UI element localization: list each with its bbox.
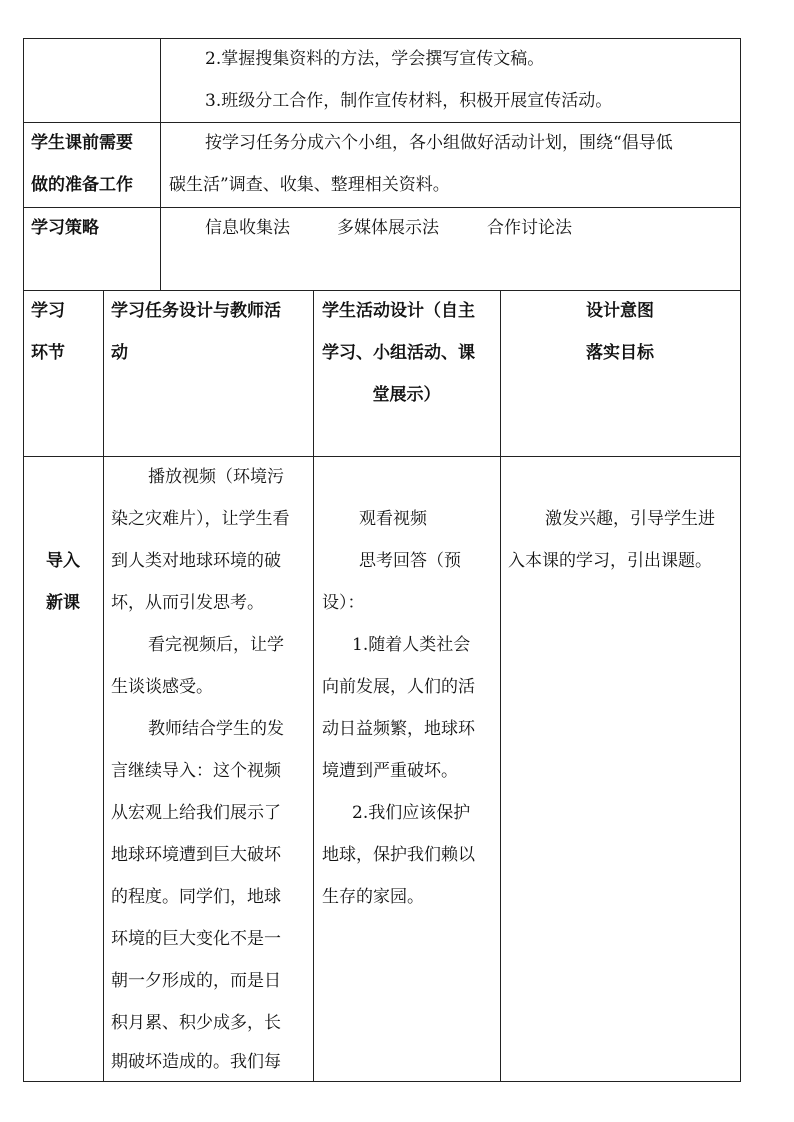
teacher-line: 的程度。同学们，地球 bbox=[111, 887, 281, 907]
teacher-line: 积月累、积少成多，长 bbox=[111, 1013, 281, 1033]
intro-stage-line-2: 新课 bbox=[46, 593, 80, 613]
header-stage-line-1: 学习 bbox=[31, 301, 65, 321]
prep-label-line-1: 学生课前需要 bbox=[31, 133, 133, 153]
header-intent-line-2: 落实目标 bbox=[586, 343, 654, 363]
teacher-line: 播放视频（环境污 bbox=[148, 467, 284, 487]
intent-line: 入本课的学习，引出课题。 bbox=[508, 551, 712, 571]
header-student-line-1: 学生活动设计（自主 bbox=[322, 301, 475, 321]
goal-line-3: 3.班级分工合作，制作宣传材料，积极开展宣传活动。 bbox=[205, 91, 613, 111]
student-line: 向前发展，人们的活 bbox=[322, 677, 475, 697]
intro-stage-line-1: 导入 bbox=[46, 551, 80, 571]
student-line: 境遭到严重破坏。 bbox=[322, 761, 458, 781]
prep-label-line-2: 做的准备工作 bbox=[31, 175, 133, 195]
header-student-line-2: 学习、小组活动、课 bbox=[322, 343, 475, 363]
header-teacher-line-1: 学习任务设计与教师活 bbox=[111, 301, 281, 321]
header-intent-line-1: 设计意图 bbox=[586, 301, 654, 321]
strategy-method-1: 信息收集法 bbox=[205, 218, 290, 238]
student-line: 思考回答（预 bbox=[359, 551, 461, 571]
student-line: 设）： bbox=[322, 593, 365, 613]
strategy-label: 学习策略 bbox=[31, 218, 99, 238]
teacher-line: 期破坏造成的。我们每 bbox=[111, 1052, 281, 1072]
teacher-line: 朝一夕形成的，而是日 bbox=[111, 971, 281, 991]
strategy-method-3: 合作讨论法 bbox=[487, 218, 572, 238]
student-line: 1.随着人类社会 bbox=[352, 635, 471, 655]
student-line: 2.我们应该保护 bbox=[352, 803, 471, 823]
header-teacher-line-2: 动 bbox=[111, 343, 128, 363]
teacher-line: 染之灾难片），让学生看 bbox=[111, 509, 290, 529]
upper-label-divider bbox=[160, 38, 161, 290]
teacher-line: 教师结合学生的发 bbox=[148, 719, 284, 739]
teacher-line: 地球环境遭到巨大破坏 bbox=[111, 845, 281, 865]
prep-text-line-2: 碳生活”调查、收集、整理相关资料。 bbox=[169, 175, 450, 195]
student-line: 生存的家园。 bbox=[322, 887, 424, 907]
student-line: 观看视频 bbox=[359, 509, 427, 529]
intent-line: 激发兴趣，引导学生进 bbox=[545, 509, 715, 529]
teacher-line: 言继续导入：这个视频 bbox=[111, 761, 281, 781]
teacher-line: 生谈谈感受。 bbox=[111, 677, 213, 697]
teacher-line: 到人类对地球环境的破 bbox=[111, 551, 281, 571]
header-student-line-3: 堂展示） bbox=[372, 385, 441, 405]
header-stage-line-2: 环节 bbox=[31, 343, 65, 363]
teacher-line: 从宏观上给我们展示了 bbox=[111, 803, 281, 823]
student-line: 地球，保护我们赖以 bbox=[322, 845, 475, 865]
teacher-line: 环境的巨大变化不是一 bbox=[111, 929, 281, 949]
prep-text-line-1: 按学习任务分成六个小组，各小组做好活动计划，围绕“倡导低 bbox=[205, 133, 673, 153]
col-divider-1 bbox=[103, 290, 104, 1082]
goal-line-2: 2.掌握搜集资料的方法，学会撰写宣传文稿。 bbox=[205, 49, 545, 69]
table-border-bottom bbox=[23, 1081, 741, 1082]
student-line: 动日益频繁，地球环 bbox=[322, 719, 475, 739]
teacher-line: 坏，从而引发思考。 bbox=[111, 593, 264, 613]
row-divider-intro bbox=[23, 456, 741, 457]
strategy-method-2: 多媒体展示法 bbox=[337, 218, 439, 238]
table-border-right bbox=[740, 38, 741, 1082]
col-divider-3 bbox=[500, 290, 501, 1082]
teacher-line: 看完视频后，让学 bbox=[148, 635, 284, 655]
